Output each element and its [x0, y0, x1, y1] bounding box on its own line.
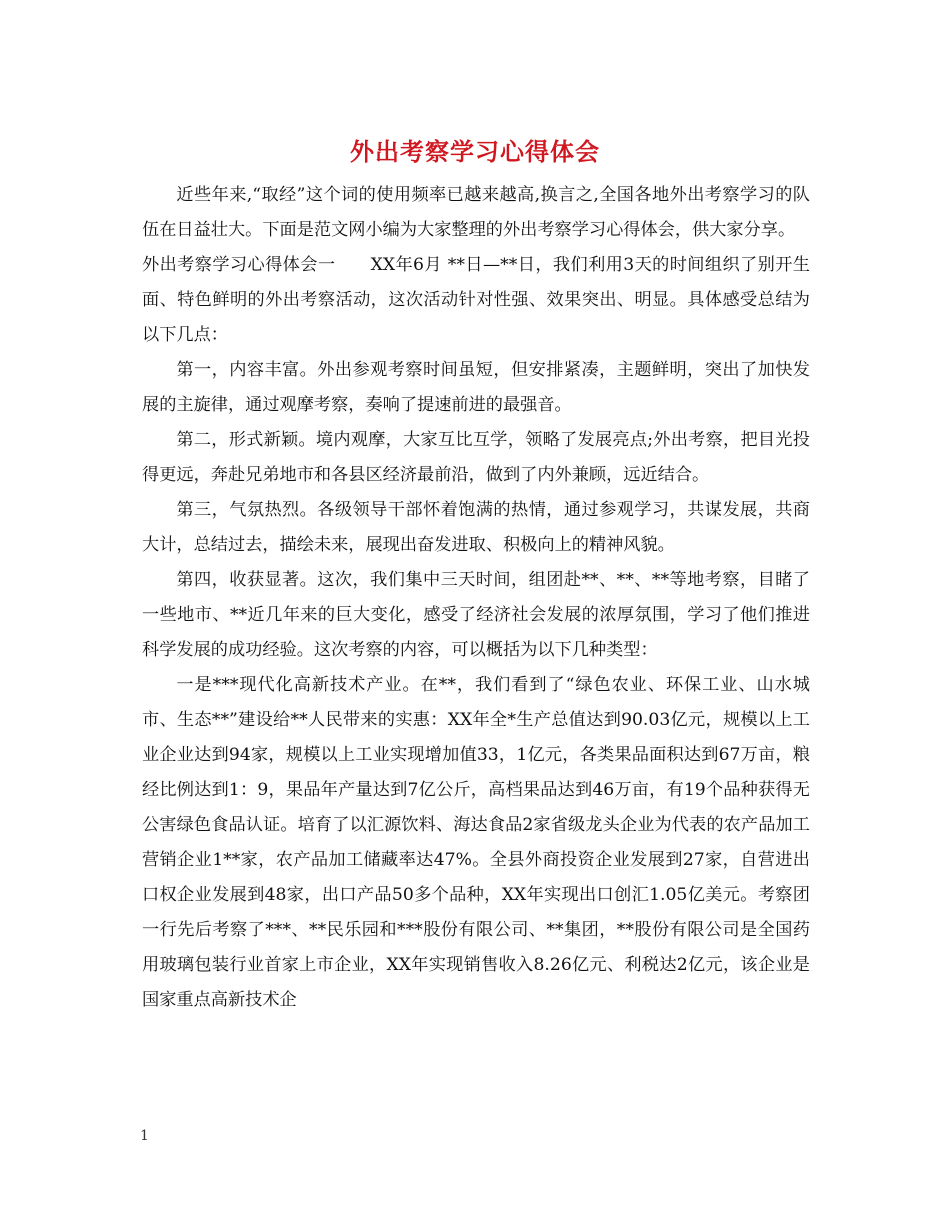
paragraph-point-four: 第四，收获显著。这次，我们集中三天时间，组团赴**、**、**等地考察，目睹了一些地市、**近几年来的巨大变化，感受了经济社会发展的浓厚氛围，学习了他们推进科学发展的成功经验。这次考察的内容，可以概括为以下几种类型： [142, 570, 810, 660]
document-title: 外出考察学习心得体会 [350, 137, 600, 166]
page-number: 1 [140, 1128, 149, 1144]
document-body [142, 178, 810, 1018]
paragraph-point-two: 第二，形式新颖。境内观摩，大家互比互学，领略了发展亮点;外出考察，把目光投得更远，奔赴兄弟地市和各县区经济最前沿，做到了内外兼顾，远近结合。 [142, 430, 810, 485]
paragraph-intro: 近些年来,“取经”这个词的使用频率已越来越高,换言之,全国各地外出考察学习的队伍在日益壮大。下面是范文网小编为大家整理的外出考察学习心得体会，供大家分享。 [142, 185, 810, 240]
paragraph-point-three: 第三，气氛热烈。各级领导干部怀着饱满的热情，通过参观学习，共谋发展，共商大计，总结过去，描绘未来，展现出奋发进取、积极向上的精神风貌。 [142, 500, 810, 555]
paragraph-type-one: 一是***现代化高新技术产业。在**，我们看到了“绿色农业、环保工业、山水城市、生态**”建设给**人民带来的实惠：XX年全*生产总值达到90.03亿元，规模以上工业企业达到94家，规模以上工业实现增加值33，1亿元，各类果品面积达到67万亩，粮经比例达到1：9，果品年产量达到7亿公斤，高档果品达到46万亩，有19个品种获得无公害绿色食品认证。培育了以汇源饮料、海达食品2家省级龙头企业为代表的农产品加工营销企业1**家，农产品加工储藏率达47%。全县外商投资企业发展到27家，自营进出口权企业发展到48家，出口产品50多个品种，XX年实现出口创汇1.05亿美元。考察团一行先后考察了***、**民乐园和***股份有限公司、**集团，**股份有限公司是全国药用玻璃包装行业首家上市企业，XX年实现销售收入8.26亿元、利税达2亿元，该企业是国家重点高新技术企 [142, 675, 810, 1010]
paragraph-point-one: 第一，内容丰富。外出参观考察时间虽短，但安排紧凑，主题鲜明，突出了加快发展的主旋律，通过观摩考察，奏响了提速前进的最强音。 [142, 360, 810, 415]
paragraph-section-one: 外出考察学习心得体会一 XX年6月 **日—**日，我们利用3天的时间组织了别开生面、特色鲜明的外出考察活动，这次活动针对性强、效果突出、明显。具体感受总结为以下几点： [142, 255, 810, 345]
